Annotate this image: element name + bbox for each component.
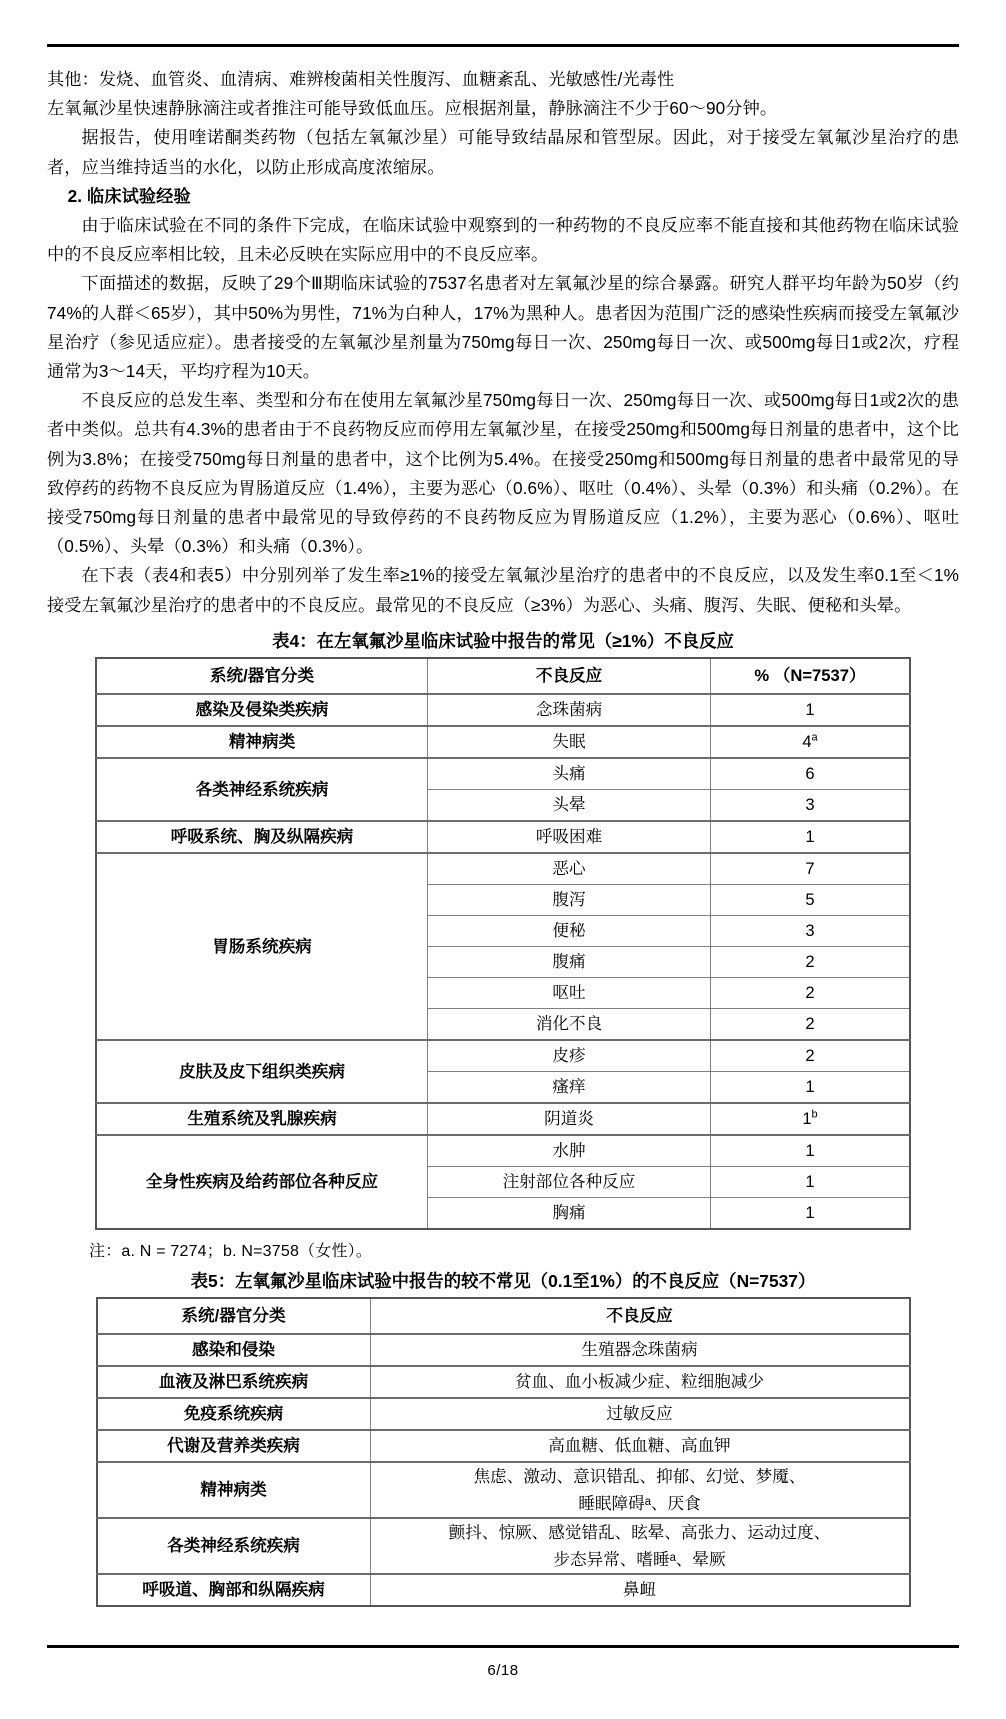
table4-percent: 2	[711, 946, 911, 977]
table4-reaction: 头痛	[428, 758, 711, 790]
table4-percent: 1	[711, 1166, 911, 1197]
table4-reaction: 消化不良	[428, 1008, 711, 1040]
table4-percent: 2	[711, 1040, 911, 1072]
table-row	[97, 1430, 910, 1462]
table4-reaction: 腹痛	[428, 946, 711, 977]
table4-reaction: 瘙痒	[428, 1071, 711, 1103]
table5-caption: 表5：左氧氟沙星临床试验中报告的较不常见（0.1至1%）的不良反应（N=7537）	[190, 1270, 816, 1291]
table4-percent	[711, 726, 911, 758]
table5-reaction	[370, 1462, 910, 1518]
table5-category: 血液及淋巴系统疾病	[97, 1366, 371, 1398]
table4-reaction: 便秘	[428, 915, 711, 946]
table5-reaction-line: 焦虑、激动、意识错乱、抑郁、幻觉、梦魇、	[473, 1466, 806, 1486]
table-row	[96, 821, 910, 853]
table4-percent: 7	[711, 853, 911, 885]
table4-reaction: 呼吸困难	[428, 821, 711, 853]
table-row	[97, 1574, 910, 1606]
paragraph-crystalluria: 据报告，使用喹诺酮类药物（包括左氧氟沙星）可能导致结晶尿和管型尿。因此，对于接受左氧氟沙星治疗的患者，应当维持适当的水化，以防止形成高度浓缩尿。	[47, 127, 959, 177]
table5-reaction: 生殖器念珠菌病	[370, 1334, 910, 1366]
table-row	[96, 1040, 910, 1072]
table4-category: 感染及侵染类疾病	[96, 694, 428, 726]
table5-category: 呼吸道、胸部和纵隔疾病	[97, 1574, 371, 1606]
table4-category: 精神病类	[96, 726, 428, 758]
table4-percent: 1	[711, 821, 911, 853]
table4-percent: 3	[711, 915, 911, 946]
table4-percent: 1	[711, 1135, 911, 1167]
paragraph-trial-conditions: 由于临床试验在不同的条件下完成，在临床试验中观察到的一种药物的不良反应率不能直接和其他药物在临床试验中的不良反应率相比较，且未必反映在实际应用中的不良反应率。	[47, 215, 959, 265]
table4-caption: 表4：在左氧氟沙星临床试验中报告的常见（≥1%）不良反应	[272, 630, 734, 651]
footer-rule	[47, 1645, 959, 1648]
body-text-block	[47, 65, 959, 620]
paragraph-hypotension: 左氧氟沙星快速静脉滴注或者推注可能导致低血压。应根据剂量，静脉滴注不少于60～90分钟。	[47, 98, 778, 119]
table4-percent: 5	[711, 884, 911, 915]
table-common-adverse-reactions	[95, 657, 911, 1230]
table4-reaction: 呕吐	[428, 977, 711, 1008]
table4-reaction: 皮疹	[428, 1040, 711, 1072]
table5-header-row	[97, 1298, 910, 1334]
table4-percent: 2	[711, 1008, 911, 1040]
table4-reaction: 腹泻	[428, 884, 711, 915]
table-row	[97, 1398, 910, 1430]
table5-category: 免疫系统疾病	[97, 1398, 371, 1430]
table5-body	[97, 1334, 910, 1606]
header-rule	[47, 44, 959, 47]
table4-category: 皮肤及皮下组织类疾病	[96, 1040, 428, 1103]
table5-category: 各类神经系统疾病	[97, 1518, 371, 1574]
table4-percent: 1	[711, 694, 911, 726]
table-row	[97, 1462, 910, 1518]
table4-category: 各类神经系统疾病	[96, 758, 428, 821]
footnote-marker-a: a	[811, 731, 818, 744]
table4-body	[96, 694, 910, 1229]
table4-reaction: 阴道炎	[428, 1103, 711, 1135]
table4-reaction: 胸痛	[428, 1197, 711, 1229]
table4-percent: 1	[711, 1197, 911, 1229]
footnote-marker-b: b	[811, 1108, 818, 1121]
table4-percent: 1	[711, 1071, 911, 1103]
footer-block	[47, 1645, 959, 1679]
table5-reaction: 过敏反应	[370, 1398, 910, 1430]
table5-reaction-line: 步态异常、嗜睡ᵃ、晕厥	[553, 1549, 726, 1569]
page-content	[47, 0, 959, 1607]
table4-category: 生殖系统及乳腺疾病	[96, 1103, 428, 1135]
table5-reaction-line: 睡眠障碍ᵃ、厌食	[578, 1493, 701, 1513]
table-row	[97, 1518, 910, 1574]
table5-reaction	[370, 1518, 910, 1574]
page-number: 6/18	[487, 1662, 519, 1679]
table-row	[96, 694, 910, 726]
table5-header-reaction: 不良反应	[370, 1298, 910, 1334]
table-row	[96, 758, 910, 790]
table5-head	[97, 1298, 910, 1334]
table5-reaction: 鼻衄	[370, 1574, 910, 1606]
paragraph-table-intro: 在下表（表4和表5）中分别列举了发生率≥1%的接受左氧氟沙星治疗的患者中的不良反应，以及发生率0.1至＜1% 接受左氧氟沙星治疗的患者中的不良反应。最常见的不良反应（≥3%）为恶心、头痛、腹泻、失眠、便秘和头晕。	[47, 565, 959, 615]
table4-header-row	[96, 658, 910, 694]
table-row	[96, 1103, 910, 1135]
table5-header-system: 系统/器官分类	[97, 1298, 371, 1334]
table4-header-percent: % （N=7537）	[711, 658, 911, 694]
table4-reaction: 恶心	[428, 853, 711, 885]
paragraph-study-population: 下面描述的数据，反映了29个Ⅲ期临床试验的7537名患者对左氧氟沙星的综合暴露。研究人群平均年龄为50岁（约74%的人群＜65岁），其中50%为男性，71%为白种人，17%为黑种人。患者因为范围广泛的感染性疾病而接受左氧氟沙星治疗（参见适应症）。患者接受的左氧氟沙星剂量为750mg每日一次、250mg每日一次、或500mg每日1或2次，疗程通常为3～14天，平均疗程为10天。	[47, 273, 959, 382]
table4-reaction: 水肿	[428, 1135, 711, 1167]
table5-reaction: 高血糖、低血糖、高血钾	[370, 1430, 910, 1462]
table5-reaction: 贫血、血小板减少症、粒细胞减少	[370, 1366, 910, 1398]
paragraph-other-reactions: 其他：发烧、血管炎、血清病、难辨梭菌相关性腹泻、血糖紊乱、光敏感性/光毒性	[47, 69, 675, 89]
table4-percent: 3	[711, 789, 911, 821]
table4-header-system: 系统/器官分类	[96, 658, 428, 694]
table5-category: 精神病类	[97, 1462, 371, 1518]
table4-category: 全身性疾病及给药部位各种反应	[96, 1135, 428, 1229]
table5-category: 代谢及营养类疾病	[97, 1430, 371, 1462]
table4-category: 呼吸系统、胸及纵隔疾病	[96, 821, 428, 853]
table4-percent	[711, 1103, 911, 1135]
table4-header-reaction: 不良反应	[428, 658, 711, 694]
table4-percent: 2	[711, 977, 911, 1008]
table4-percent-value: 4	[802, 732, 812, 752]
table-less-common-adverse-reactions	[96, 1297, 911, 1607]
table5-reaction-line: 颤抖、惊厥、感觉错乱、眩晕、高张力、运动过度、	[448, 1522, 831, 1542]
section-heading-clinical-trials: 2. 临床试验经验	[67, 185, 191, 206]
table-row	[97, 1334, 910, 1366]
table-row	[96, 853, 910, 885]
table-row	[97, 1366, 910, 1398]
table4-reaction: 失眠	[428, 726, 711, 758]
table5-category: 感染和侵染	[97, 1334, 371, 1366]
table4-reaction: 头晕	[428, 789, 711, 821]
table4-category: 胃肠系统疾病	[96, 853, 428, 1040]
paragraph-discontinuation-rates: 不良反应的总发生率、类型和分布在使用左氧氟沙星750mg每日一次、250mg每日一次、或500mg每日1或2次的患者中类似。总共有4.3%的患者由于不良药物反应而停用左氧氟沙星，在接受250mg和500mg每日剂量的患者中，这个比例为3.8%；在接受750mg每日剂量的患者中，这个比例为5.4%。在接受250mg和500mg每日剂量的患者中最常见的导致停药的药物不良反应为胃肠道反应（1.4%），主要为恶心（0.6%）、呕吐（0.4%）、头晕（0.3%）和头痛（0.2%）。在接受750mg每日剂量的患者中最常见的导致停药的不良药物反应为胃肠道反应（1.2%），主要为恶心（0.6%）、呕吐（0.5%）、头晕（0.3%）和头痛（0.3%）。	[47, 390, 959, 557]
table4-note: 注：a. N = 7274；b. N=3758（女性）。	[89, 1242, 373, 1260]
table4-reaction: 注射部位各种反应	[428, 1166, 711, 1197]
table4-percent-value: 1	[802, 1109, 812, 1129]
table4-reaction: 念珠菌病	[428, 694, 711, 726]
table-row	[96, 1135, 910, 1167]
table-row	[96, 726, 910, 758]
table4-percent: 6	[711, 758, 911, 790]
table4-head	[96, 658, 910, 694]
